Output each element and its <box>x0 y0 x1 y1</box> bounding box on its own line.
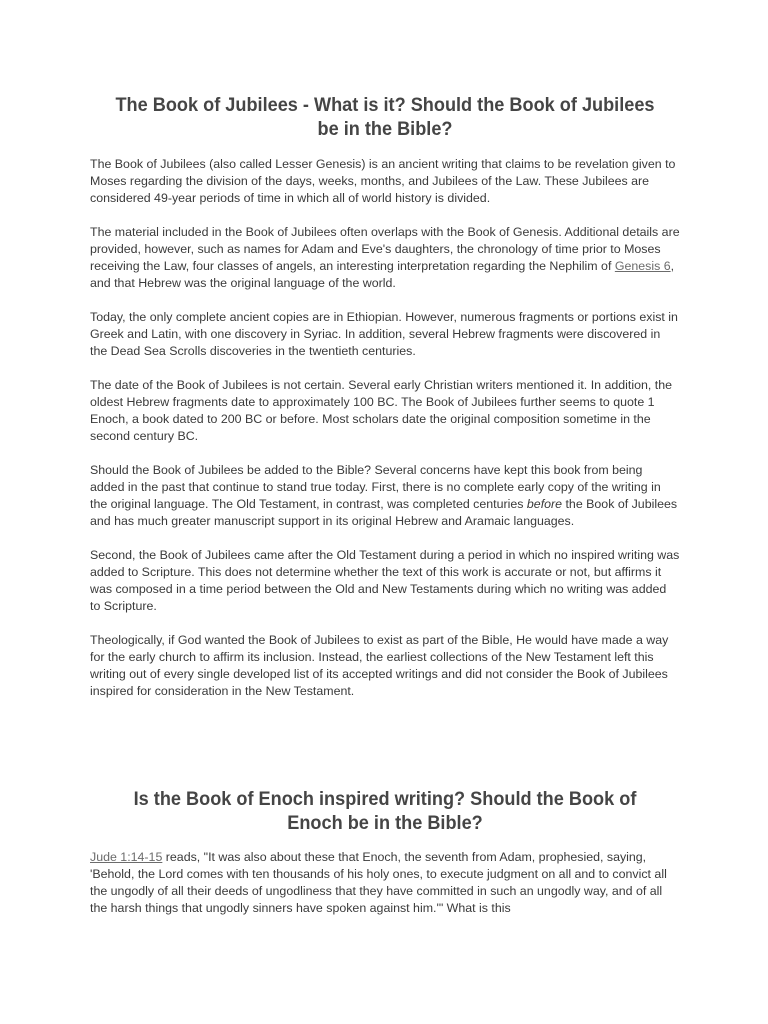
jude-1-14-15-link[interactable]: Jude 1:14-15 <box>90 850 163 864</box>
paragraph: Theologically, if God wanted the Book of Jubilees to exist as part of the Bible, He would have made a way for the early church to affirm its inclusion. Instead, the earliest collections of the New Testament left this writing out of every single developed list of its accepted writings and did not consider the Book of Jubilees inspired for consideration in the New Testament. <box>90 633 669 698</box>
paragraph: The date of the Book of Jubilees is not certain. Several early Christian writers mentioned it. In addition, the oldest Hebrew fragments date to approximately 100 BC. The Book of Jubilees further seems to quote 1 Enoch, a book dated to 200 BC or before. Most scholars date the original composition sometime in the second century BC. <box>90 378 672 443</box>
paragraph <box>90 849 680 917</box>
paragraph-text: , and that Hebrew was the original language of the world. <box>90 259 675 290</box>
paragraph <box>90 224 680 292</box>
jubilees-section-header <box>90 93 680 141</box>
paragraph-text: the Book of Jubilees and has much greater manuscript support in its original Hebrew and Aramaic languages. <box>90 497 678 528</box>
paragraph: The Book of Jubilees (also called Lesser Genesis) is an ancient writing that claims to be revelation given to Moses regarding the division of the days, weeks, months, and Jubilees of the Law. These Jubilees are considered 49-year periods of time in which all of world history is divided. <box>90 157 676 205</box>
enoch-section-header <box>90 787 680 835</box>
paragraph-text: The material included in the Book of Jubilees often overlaps with the Book of Genesis. Additional details are provided, however, such as names for Adam and Eve's daughters, the chronology of time prior to Moses receiving the Law, four classes of angels, an interesting interpretation regarding the Nephilim of <box>90 225 680 273</box>
genesis-6-link[interactable]: Genesis 6 <box>614 259 671 273</box>
paragraph-text: reads, "It was also about these that Enoch, the seventh from Adam, prophesied, saying, 'Behold, the Lord comes with ten thousands of his holy ones, to execute judgment on all and to convict all the ungodly of all their deeds of ungodliness that they have committed in such an ungodly way, and of all the harsh things that ungodly sinners have spoken against him.'" What is this <box>90 850 667 915</box>
enoch-section-body <box>90 849 680 934</box>
jubilees-section-body <box>90 156 680 717</box>
paragraph <box>90 462 680 530</box>
paragraph: Today, the only complete ancient copies are in Ethiopian. However, numerous fragments or portions exist in Greek and Latin, with one discovery in Syriac. In addition, several Hebrew fragments were discovered in the Dead Sea Scrolls discoveries in the twentieth centuries. <box>90 310 678 358</box>
jubilees-heading: The Book of Jubilees - What is it? Should the Book of Jubilees be in the Bible? <box>115 94 655 140</box>
paragraph-text: Should the Book of Jubilees be added to the Bible? Several concerns have kept this book from being added in the past that continue to stand true today. First, there is no complete early copy of the writing in the original language. The Old Testament, in contrast, was completed centuries <box>90 463 661 511</box>
emphasis-text: before <box>526 497 563 511</box>
enoch-heading: Is the Book of Enoch inspired writing? Should the Book of Enoch be in the Bible? <box>133 788 637 834</box>
paragraph: Second, the Book of Jubilees came after the Old Testament during a period in which no inspired writing was added to Scripture. This does not determine whether the text of this work is accurate or not, but affirms it was composed in a time period between the Old and New Testaments during which no writing was added to Scripture. <box>90 548 680 613</box>
